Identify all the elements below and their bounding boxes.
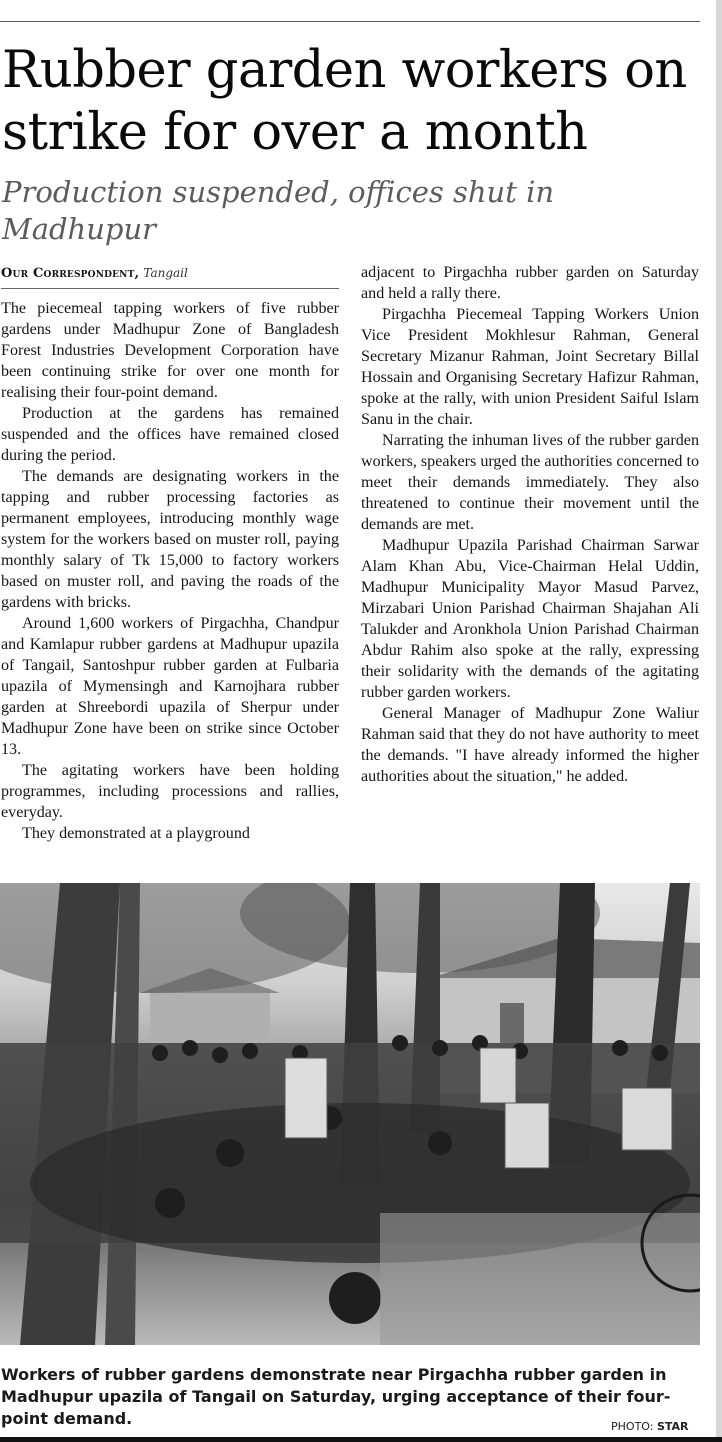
news-photo bbox=[0, 883, 700, 1345]
photo-credit-source: STAR bbox=[656, 1420, 689, 1433]
paragraph: Production at the gardens has remained suspended and the offices have remained closed during the period. bbox=[1, 405, 339, 464]
page-edge bbox=[716, 0, 722, 1442]
byline bbox=[1, 263, 341, 284]
byline-rule bbox=[1, 288, 339, 289]
photo-credit-label: PHOTO: bbox=[611, 1420, 654, 1433]
top-rule bbox=[0, 21, 700, 22]
paragraph: They demonstrated at a playground bbox=[22, 825, 250, 842]
bottom-bar bbox=[0, 1437, 722, 1442]
paragraph: Madhupur Upazila Parishad Chairman Sarwar Alam Khan Abu, Vice-Chairman Helal Uddin, Madhupur Municipality Mayor Masud Parvez, Mirzabari Union Parishad Chairman Shajahan Ali Talukder and Aronkhola Union Parishad Chairman Abdur Rahim also spoke at the rally, expressing their solidarity with the demands of the agitating rubber garden workers. bbox=[361, 537, 699, 701]
paragraph: The agitating workers have been holding programmes, including processions and rallies, everyday. bbox=[1, 762, 339, 821]
byline-location: Tangail bbox=[143, 266, 188, 280]
paragraph: Narrating the inhuman lives of the rubber garden workers, speakers urged the authorities concerned to meet their demands immediately. They also threatened to continue their movement until the demands are met. bbox=[361, 432, 700, 533]
headline: Rubber garden workers on strike for over a month bbox=[2, 41, 687, 162]
article-column-1 bbox=[1, 298, 339, 844]
paragraph: Around 1,600 workers of Pirgachha, Chandpur and Kamlapur rubber gardens at Madhupur upazila of Tangail, Santoshpur rubber garden at Fulbaria upazila of Mymensingh and Karnojhara rubber garden at Shreebordi upazila of Sherpur under Madhupur Zone have been on strike since October 13. bbox=[1, 615, 339, 758]
photo-caption: Workers of rubber gardens demonstrate near Pirgachha rubber garden in Madhupur upazila of Tangail on Saturday, urging acceptance of their four-point demand. bbox=[1, 1365, 671, 1428]
paragraph: General Manager of Madhupur Zone Waliur Rahman said that they do not have authority to meet the demands. "I have already informed the higher authorities about the situation," he added. bbox=[361, 705, 699, 785]
paragraph: Pirgachha Piecemeal Tapping Workers Union Vice President Mokhlesur Rahman, General Secretary Mizanur Rahman, Joint Secretary Billal Hossain and Organising Secretary Hafizur Rahman, spoke at the rally, with union President Saiful Islam Sanu in the chair. bbox=[361, 306, 699, 428]
paragraph: The demands are designating workers in the tapping and rubber processing factories as permanent employees, introducing monthly wage system for the workers based on muster roll, paying monthly salary of Tk 15,000 to factory workers based on muster roll, and paving the roads of the gardens with bricks. bbox=[1, 468, 339, 611]
article-column-2 bbox=[361, 262, 699, 787]
byline-name: Our Correspondent, bbox=[1, 266, 140, 281]
paragraph: The piecemeal tapping workers of five rubber gardens under Madhupur Zone of Bangladesh Forest Industries Development Corporation have been continuing strike for over one month for realising their four-point demand. bbox=[1, 300, 339, 401]
photo-credit bbox=[611, 1420, 689, 1433]
paragraph: adjacent to Pirgachha rubber garden on Saturday and held a rally there. bbox=[361, 264, 699, 302]
photo-illustration bbox=[0, 883, 700, 1345]
subheadline: Production suspended, offices shut in Madhupur bbox=[2, 175, 555, 246]
